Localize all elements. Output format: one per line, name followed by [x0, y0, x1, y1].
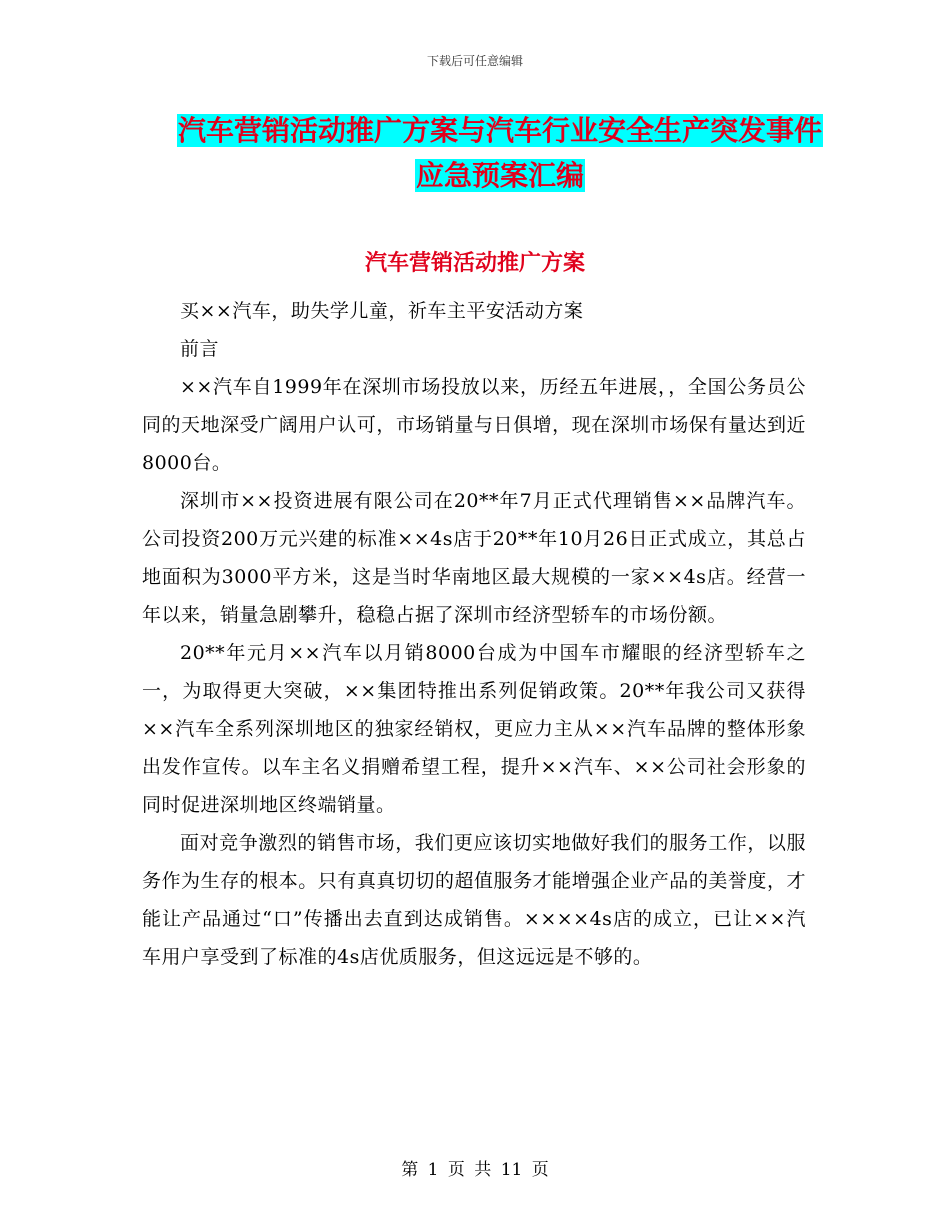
body-paragraph: 深圳市××投资进展有限公司在20**年7月正式代理销售××品牌汽车。公司投资200万元兴建的标准××4s店于20**年10月26日正式成立，其总占地面积为3000平方米，这是当时华南地区最大规模的一家××4s店。经营一年以来，销量急剧攀升，稳稳占据了深圳市经济型轿车的市场份额。	[142, 490, 806, 626]
page-number-footer: 第 1 页 共 11 页	[401, 1160, 549, 1180]
page-header-note: 下载后可任意编辑	[426, 54, 523, 68]
document-title	[140, 108, 860, 198]
body-paragraph: 20**年元月××汽车以月销8000台成为中国车市耀眼的经济型轿车之一，为取得更大突破，××集团特推出系列促销政策。20**年我公司又获得××汽车全系列深圳地区的独家经销权，更应力主从××汽车品牌的整体形象出发作宣传。以车主名义捐赠希望工程，提升××汽车、××公司社会形象的同时促进深圳地区终端销量。	[142, 642, 806, 816]
body-paragraph-subtitle: 买××汽车，助失学儿童，祈车主平安活动方案	[180, 300, 584, 322]
body-paragraph: 面对竞争激烈的销售市场，我们更应该切实地做好我们的服务工作，以服务作为生存的根本。只有真真切切的超值服务才能增强企业产品的美誉度，才能让产品通过“口”传播出去直到达成销售。××××4s店的成立，已让××汽车用户享受到了标准的4s店优质服务，但这远远是不够的。	[142, 832, 806, 968]
section-title: 汽车营销活动推广方案	[364, 250, 585, 276]
document-body	[142, 292, 806, 976]
body-paragraph: ××汽车自1999年在深圳市场投放以来，历经五年进展，，全国公务员公同的天地深受广阔用户认可，市场销量与日俱增，现在深圳市场保有量达到近8000台。	[142, 376, 806, 474]
body-paragraph-preface-heading: 前言	[180, 338, 220, 360]
document-title-line-2: 应急预案汇编	[415, 159, 584, 192]
document-title-line-1: 汽车营销活动推广方案与汽车行业安全生产突发事件	[177, 114, 822, 147]
